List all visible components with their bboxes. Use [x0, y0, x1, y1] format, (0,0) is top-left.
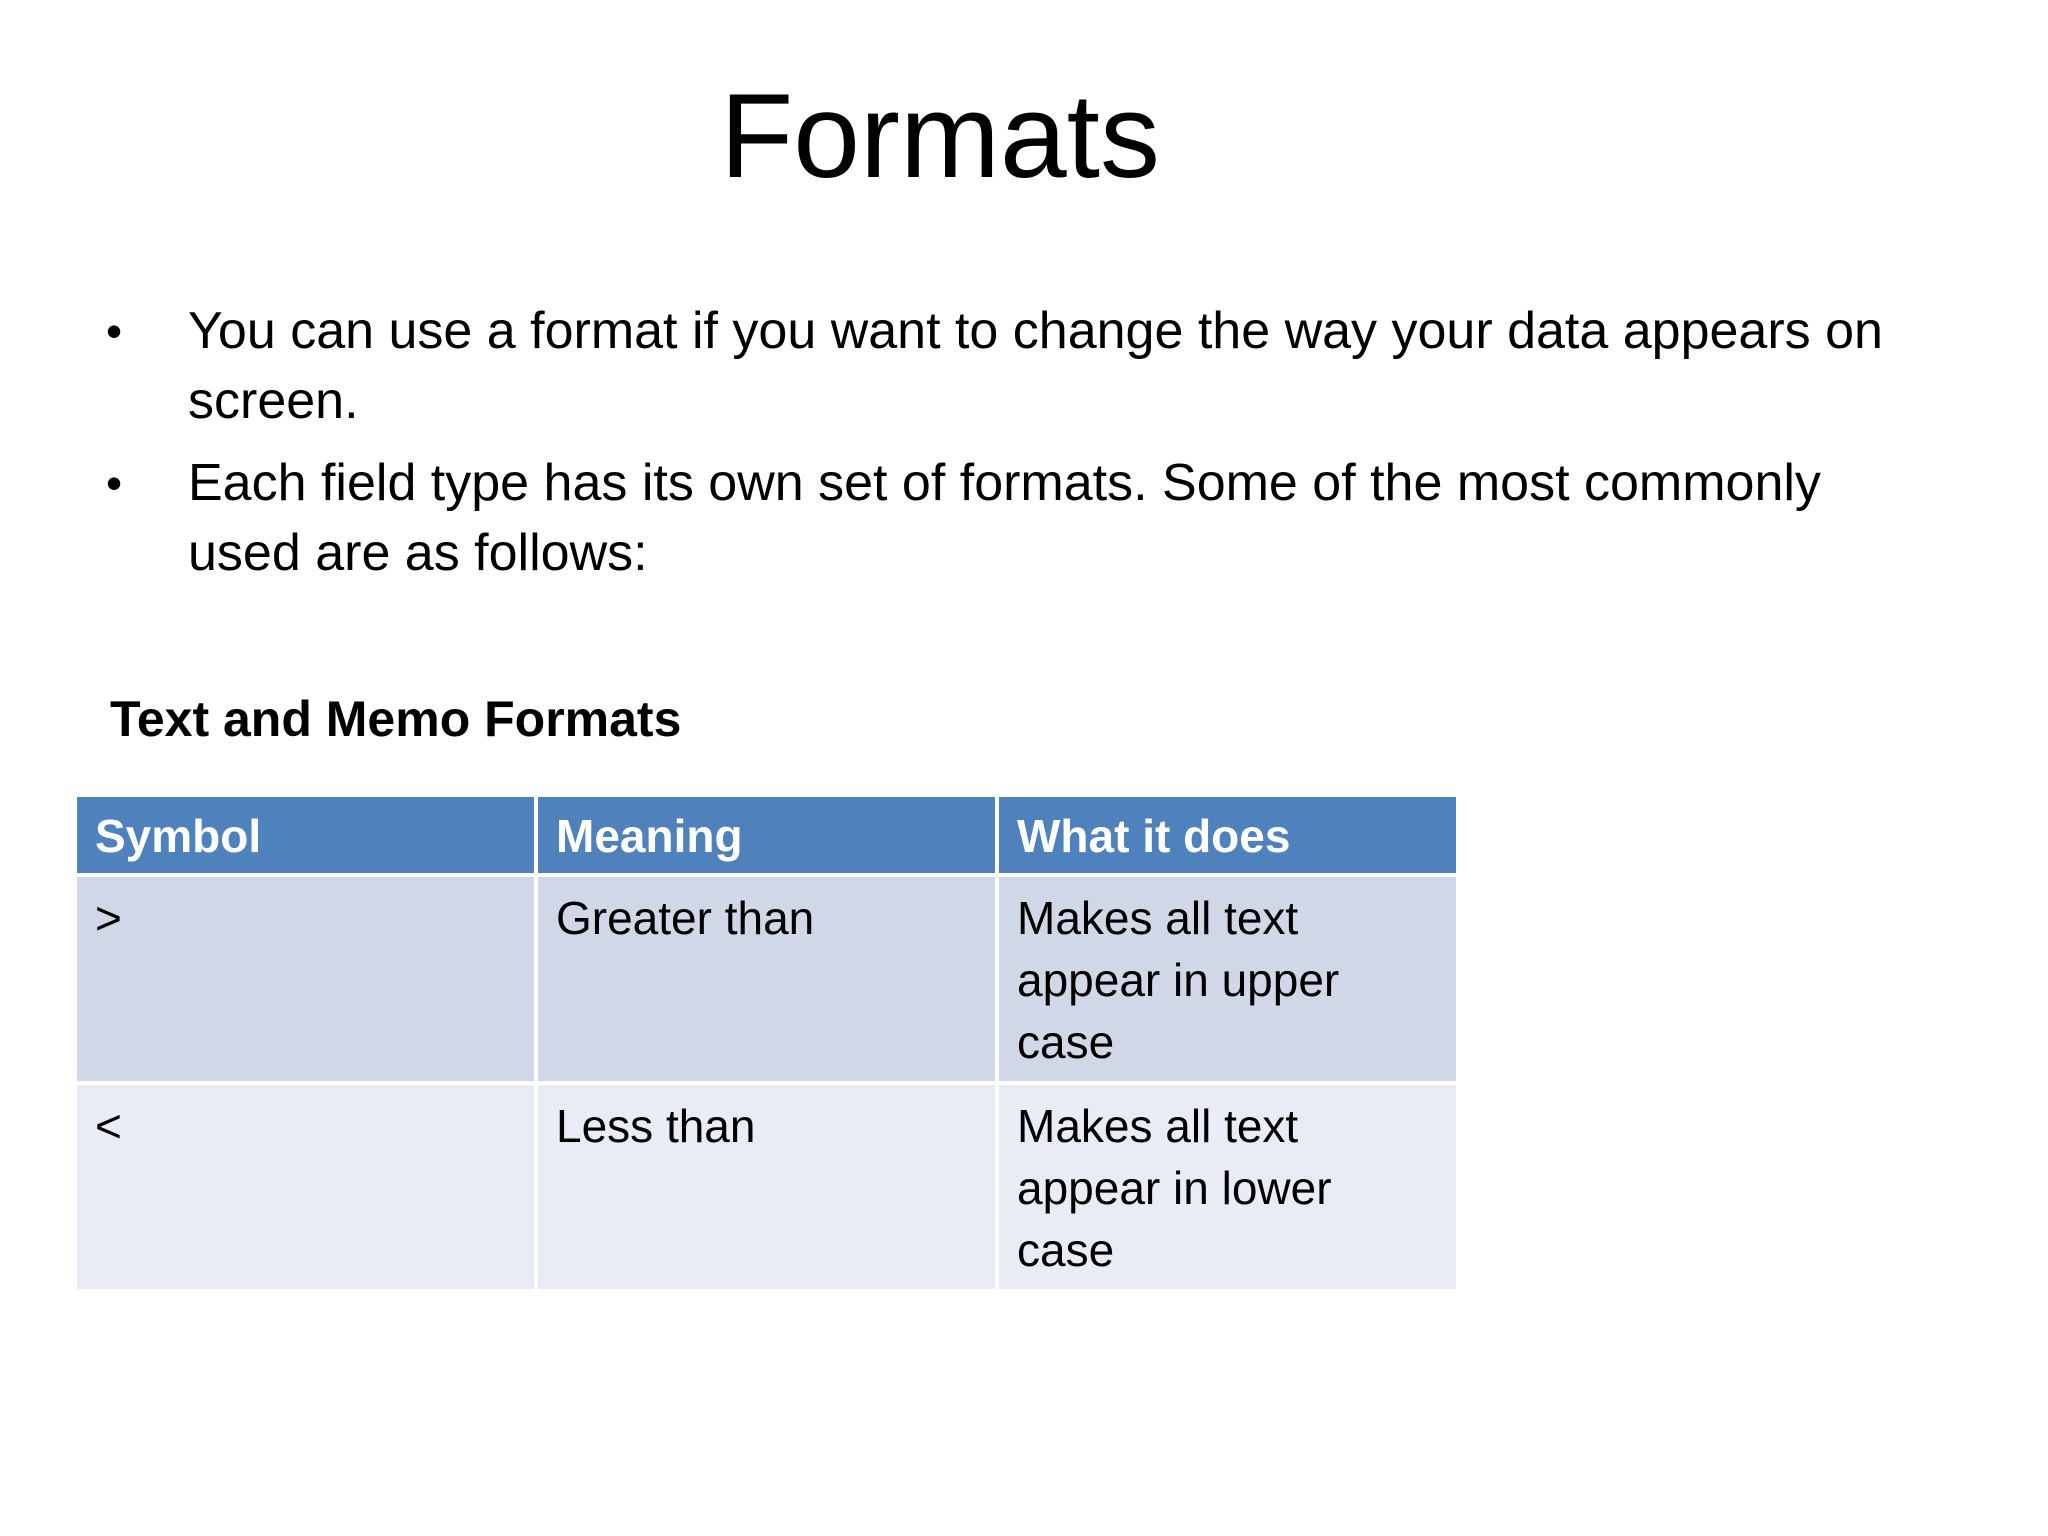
bullet-marker: • [106, 305, 123, 357]
section-heading: Text and Memo Formats [110, 691, 682, 747]
table-row [75, 1083, 1458, 1291]
bullet-item [106, 296, 1946, 436]
bullet-text: You can use a format if you want to change the way your data appears on screen. [188, 302, 1883, 430]
column-header-symbol: Symbol [75, 795, 536, 875]
column-header-what-it-does: What it does [997, 795, 1458, 875]
slide-title: Formats [719, 69, 1161, 203]
table-header-row [75, 795, 1458, 875]
cell-symbol: < [75, 1083, 536, 1291]
bullet-text: Each field type has its own set of formats. Some of the most commonly used are as follows: [188, 454, 1821, 582]
bullet-marker: • [106, 457, 123, 509]
formats-table [73, 793, 1460, 1293]
bullet-item [106, 448, 1946, 588]
cell-description: Makes all text appear in upper case [997, 875, 1458, 1083]
bullet-list [106, 296, 1946, 600]
column-header-meaning: Meaning [536, 795, 997, 875]
cell-meaning: Less than [536, 1083, 997, 1291]
table-row [75, 875, 1458, 1083]
cell-meaning: Greater than [536, 875, 997, 1083]
cell-symbol: > [75, 875, 536, 1083]
cell-description: Makes all text appear in lower case [997, 1083, 1458, 1291]
